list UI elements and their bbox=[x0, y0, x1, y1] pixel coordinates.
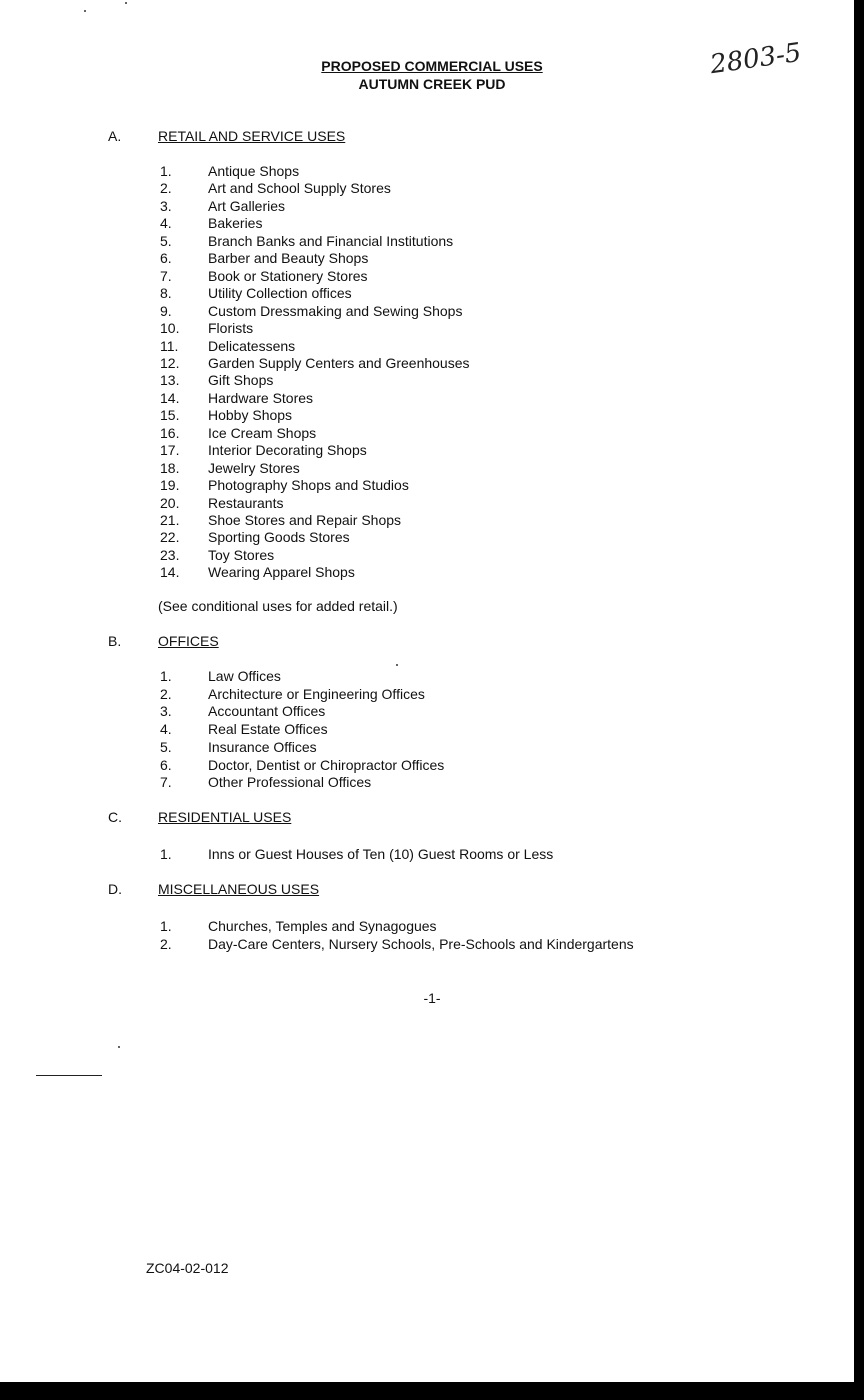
section-title: OFFICES bbox=[158, 633, 219, 649]
list-item-number: 5. bbox=[160, 739, 172, 755]
document-subtitle: AUTUMN CREEK PUD bbox=[358, 76, 506, 92]
list-item-number: 1. bbox=[160, 846, 172, 862]
list-item-number: 1. bbox=[160, 668, 172, 684]
section-letter: A. bbox=[108, 128, 122, 144]
list-item-number: 2. bbox=[160, 936, 172, 952]
list-item: Toy Stores bbox=[208, 547, 275, 563]
list-item: Accountant Offices bbox=[208, 703, 326, 719]
list-item-number: 23. bbox=[160, 547, 180, 563]
list-item-number: 7. bbox=[160, 268, 172, 284]
list-item: Hobby Shops bbox=[208, 407, 293, 423]
list-item-number: 22. bbox=[160, 529, 180, 545]
list-item-number: 2. bbox=[160, 180, 172, 196]
list-item: Art Galleries bbox=[208, 198, 286, 214]
scan-speck bbox=[84, 10, 86, 12]
list-item: Shoe Stores and Repair Shops bbox=[208, 512, 402, 528]
page-number: -1- bbox=[423, 990, 441, 1006]
list-item: Florists bbox=[208, 320, 254, 336]
list-item: Jewelry Stores bbox=[208, 460, 300, 476]
list-item-number: 9. bbox=[160, 303, 172, 319]
list-item: Insurance Offices bbox=[208, 739, 317, 755]
list-item-number: 1. bbox=[160, 918, 172, 934]
section-title: RETAIL AND SERVICE USES bbox=[158, 128, 346, 144]
list-item-number: 3. bbox=[160, 703, 172, 719]
scan-edge-bottom bbox=[0, 1382, 864, 1400]
list-item: Inns or Guest Houses of Ten (10) Guest Rooms or Less bbox=[208, 846, 554, 862]
list-item-number: 17. bbox=[160, 442, 180, 458]
list-item-number: 3. bbox=[160, 198, 172, 214]
list-item-number: 11. bbox=[160, 338, 179, 354]
section-letter: B. bbox=[108, 633, 122, 649]
list-item: Other Professional Offices bbox=[208, 774, 372, 790]
list-item: Ice Cream Shops bbox=[208, 425, 317, 441]
list-item-number: 4. bbox=[160, 215, 172, 231]
scan-speck bbox=[396, 664, 398, 666]
list-item-number: 14. bbox=[160, 564, 180, 580]
list-item-number: 8. bbox=[160, 285, 172, 301]
list-item: Day-Care Centers, Nursery Schools, Pre-Schools and Kindergartens bbox=[208, 936, 634, 952]
list-item: Law Offices bbox=[208, 668, 281, 684]
list-item: Doctor, Dentist or Chiropractor Offices bbox=[208, 757, 445, 773]
scan-mark-line bbox=[36, 1075, 102, 1076]
list-item-number: 6. bbox=[160, 250, 172, 266]
list-item: Hardware Stores bbox=[208, 390, 314, 406]
list-item-number: 15. bbox=[160, 407, 180, 423]
list-item: Real Estate Offices bbox=[208, 721, 328, 737]
list-item-number: 10. bbox=[160, 320, 180, 336]
list-item-number: 2. bbox=[160, 686, 172, 702]
list-item-number: 7. bbox=[160, 774, 172, 790]
list-item: Art and School Supply Stores bbox=[208, 180, 391, 196]
list-item-number: 5. bbox=[160, 233, 172, 249]
list-item: Barber and Beauty Shops bbox=[208, 250, 369, 266]
scan-speck bbox=[118, 1046, 120, 1048]
section-title: MISCELLANEOUS USES bbox=[158, 881, 320, 897]
handwritten-annotation: 2803-5 bbox=[708, 37, 804, 81]
document-title: PROPOSED COMMERCIAL USES bbox=[321, 58, 543, 74]
list-item: Bakeries bbox=[208, 215, 263, 231]
list-item: Garden Supply Centers and Greenhouses bbox=[208, 355, 470, 371]
list-item: Wearing Apparel Shops bbox=[208, 564, 355, 580]
list-item: Custom Dressmaking and Sewing Shops bbox=[208, 303, 463, 319]
list-item-number: 6. bbox=[160, 757, 172, 773]
list-item: Book or Stationery Stores bbox=[208, 268, 368, 284]
list-item: Restaurants bbox=[208, 495, 284, 511]
section-letter: C. bbox=[108, 809, 122, 825]
list-item: Gift Shops bbox=[208, 372, 274, 388]
section-note: (See conditional uses for added retail.) bbox=[158, 598, 398, 614]
list-item-number: 14. bbox=[160, 390, 180, 406]
list-item: Photography Shops and Studios bbox=[208, 477, 409, 493]
list-item-number: 18. bbox=[160, 460, 180, 476]
list-item-number: 12. bbox=[160, 355, 180, 371]
list-item-number: 19. bbox=[160, 477, 180, 493]
list-item: Architecture or Engineering Offices bbox=[208, 686, 425, 702]
list-item: Sporting Goods Stores bbox=[208, 529, 350, 545]
list-item-number: 21. bbox=[160, 512, 180, 528]
list-item-number: 20. bbox=[160, 495, 180, 511]
scan-edge-right bbox=[854, 0, 864, 1400]
list-item: Branch Banks and Financial Institutions bbox=[208, 233, 454, 249]
list-item: Churches, Temples and Synagogues bbox=[208, 918, 437, 934]
list-item-number: 13. bbox=[160, 372, 180, 388]
list-item-number: 4. bbox=[160, 721, 172, 737]
scan-speck bbox=[125, 2, 127, 4]
list-item: Delicatessens bbox=[208, 338, 296, 354]
list-item-number: 1. bbox=[160, 163, 172, 179]
list-item: Antique Shops bbox=[208, 163, 300, 179]
document-code: ZC04-02-012 bbox=[146, 1260, 229, 1276]
list-item: Interior Decorating Shops bbox=[208, 442, 367, 458]
list-item: Utility Collection offices bbox=[208, 285, 352, 301]
section-title: RESIDENTIAL USES bbox=[158, 809, 292, 825]
list-item-number: 16. bbox=[160, 425, 180, 441]
section-letter: D. bbox=[108, 881, 122, 897]
